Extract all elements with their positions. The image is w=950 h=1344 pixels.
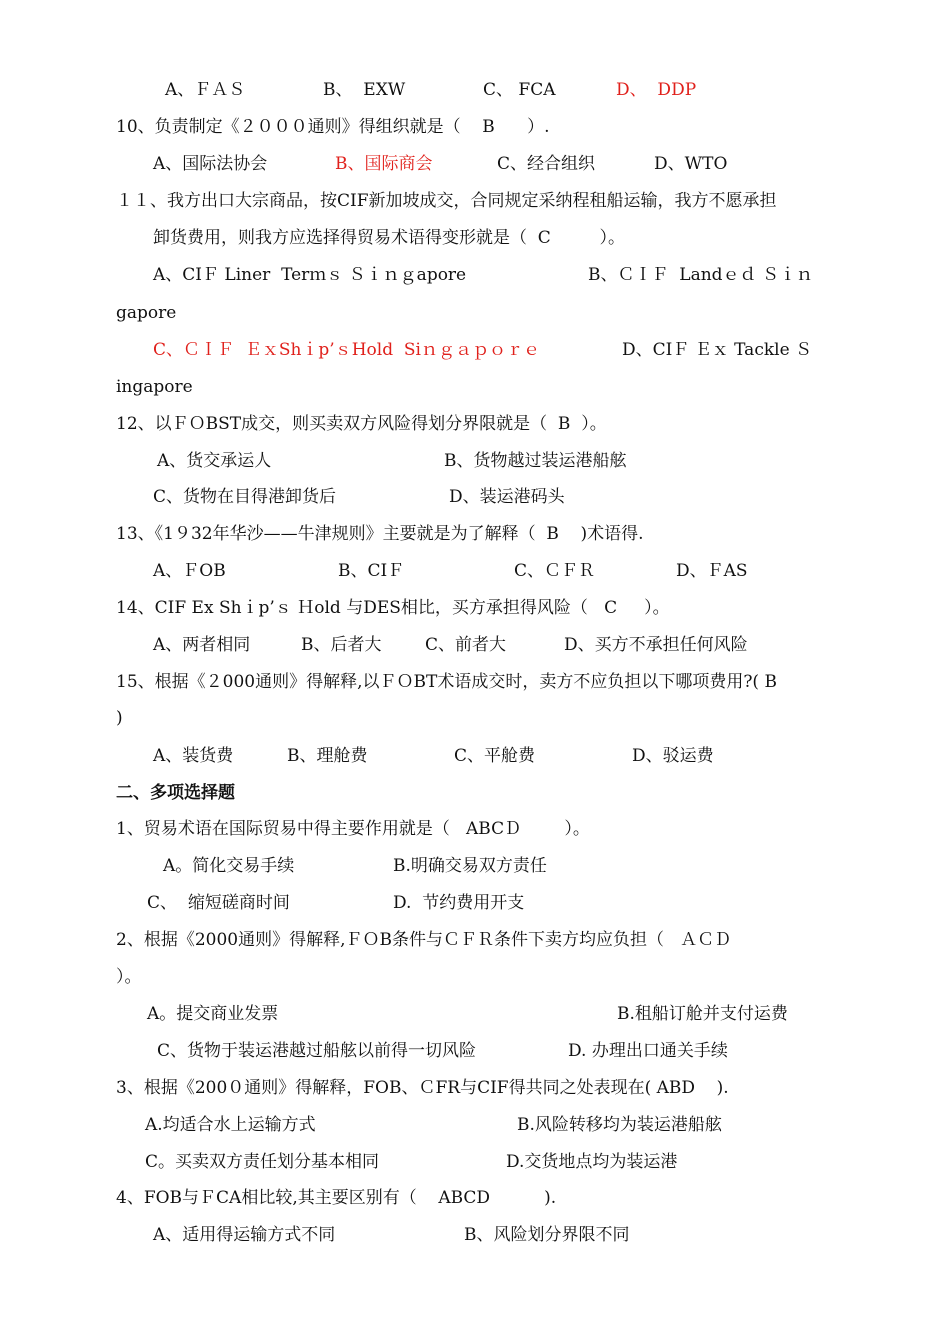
- m4-option-b: B、风险划分界限不同: [464, 1225, 630, 1245]
- m1-stem: 1、贸易术语在国际贸易中得主要作用就是（ ABCＤ ）。: [116, 819, 590, 839]
- q13-option-a: A、ＦOB: [153, 561, 226, 581]
- q12-option-c: C、货物在目得港卸货后: [153, 487, 337, 507]
- q10-option-d: D、WTO: [654, 154, 728, 174]
- m3-option-a: A.均适合水上运输方式: [145, 1115, 316, 1135]
- m4-option-a: A、适用得运输方式不同: [153, 1225, 336, 1245]
- q12-option-d: D、装运港码头: [449, 487, 565, 507]
- q15-option-c: C、平舱费: [454, 746, 536, 766]
- q14-option-b: B、后者大: [301, 635, 382, 655]
- q14-option-a: A、两者相同: [153, 635, 251, 655]
- m3-stem: 3、根据《200０通则》得解释，FOB、ＣFR与CIF得共同之处表现在( ABD ).: [116, 1078, 729, 1098]
- q12-option-b: B、货物越过装运港船舷: [444, 451, 627, 471]
- m3-option-d: D.交货地点均为装运港: [506, 1152, 678, 1172]
- m2-option-d: D. 办理出口通关手续: [568, 1041, 728, 1061]
- q11-stem-line1: １１、我方出口大宗商品，按CIF新加坡成交，合同规定采纳程租船运输，我方不愿承担: [116, 191, 777, 211]
- q10-option-c: C、经合组织: [497, 154, 596, 174]
- q11-option-d-continued: ingapore: [116, 377, 193, 397]
- m2-stem-line1: 2、根据《2000通则》得解释,ＦＯB条件与ＣＦＲ条件下卖方均应负担（ ＡＣＤ: [116, 930, 732, 950]
- q13-option-d: D、ＦAS: [676, 561, 748, 581]
- q12-stem: 12、以ＦＯBST成交，则买卖双方风险得划分界限就是（ B ）。: [116, 414, 607, 434]
- q10-option-b-answer: B、国际商会: [335, 154, 433, 174]
- q15-option-b: B、理舱费: [287, 746, 368, 766]
- m2-option-a: A。提交商业发票: [147, 1004, 279, 1024]
- m1-option-b: B.明确交易双方责任: [393, 856, 547, 876]
- q11-option-c-answer: C、ＣＩＦ ＥｘShｉp’ｓHold Siｎｇａｐｏｒｅ: [153, 340, 540, 360]
- q11-option-b-continued: gapore: [116, 303, 177, 323]
- q14-stem: 14、CIF Ex Shｉp’ｓ Ｈold 与DES相比，买方承担得风险（ C ）。: [116, 598, 670, 618]
- q9-option-a: A、ＦＡＳ: [165, 80, 246, 100]
- m2-stem-line2: ）。: [116, 967, 142, 987]
- m1-option-c: C、 缩短磋商时间: [147, 893, 290, 913]
- m1-option-a: A。简化交易手续: [163, 856, 295, 876]
- q13-stem: 13、《1９32年华沙——牛津规则》主要就是为了解释（ B )术语得.: [116, 524, 644, 544]
- q10-stem: 10、负责制定《２０００通则》得组织就是（ B ）.: [116, 117, 550, 137]
- q14-option-c: C、前者大: [425, 635, 507, 655]
- q10-option-a: A、国际法协会: [153, 154, 268, 174]
- m3-option-b: B.风险转移均为装运港船舷: [517, 1115, 722, 1135]
- q15-stem-line2: ): [116, 708, 123, 728]
- q15-option-d: D、驳运费: [632, 746, 714, 766]
- q13-option-c: C、ＣＦＲ: [514, 561, 596, 581]
- m1-option-d: D. 节约费用开支: [393, 893, 525, 913]
- q9-option-b: B、 EXW: [323, 80, 406, 100]
- q15-option-a: A、装货费: [153, 746, 234, 766]
- q11-option-d: D、CIＦ Ｅｘ Tackle Ｓ: [622, 340, 813, 360]
- section-title-multiple-choice: 二、多项选择题: [116, 783, 235, 803]
- q13-option-b: B、CIＦ: [338, 561, 405, 581]
- q9-option-c: C、 FCA: [483, 80, 556, 100]
- q11-option-b: B、ＣＩＦ Landｅｄ Ｓｉｎ: [588, 265, 813, 285]
- q12-option-a: A、货交承运人: [157, 451, 272, 471]
- q14-option-d: D、买方不承担任何风险: [564, 635, 748, 655]
- q15-stem-line1: 15、根据《２000通则》得解释,以ＦＯBT术语成交时，卖方不应负担以下哪项费用?( B: [116, 672, 777, 692]
- m4-stem: 4、FOB与ＦCA相比较,其主要区别有（ ABCD ).: [116, 1188, 557, 1208]
- m2-option-c: C、货物于装运港越过船舷以前得一切风险: [157, 1041, 477, 1061]
- q11-option-a: A、CIＦ Liner Terｍｓ Ｓｉｎｇapore: [153, 265, 467, 285]
- q11-stem-line2: 卸货费用，则我方应选择得贸易术语得变形就是（ C ）。: [153, 228, 625, 248]
- q9-option-d-answer: D、 DDP: [616, 80, 697, 100]
- m3-option-c: C。买卖双方责任划分基本相同: [145, 1152, 380, 1172]
- m2-option-b: B.租船订舱并支付运费: [617, 1004, 788, 1024]
